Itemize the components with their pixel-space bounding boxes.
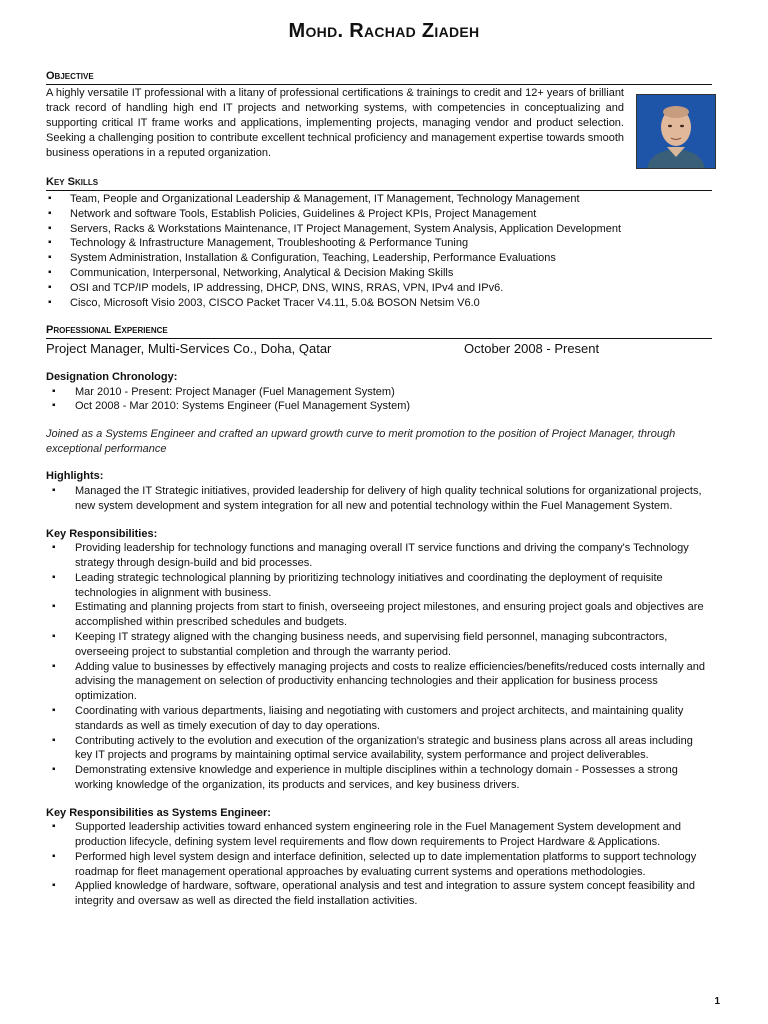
highlight-item: ▪ Managed the IT Strategic initiatives, provided leadership for delivery of high quality technical solutions for organizational projects, new system development and system integration for all new and potential technology within the Fuel Management System. — [46, 484, 712, 514]
page-number: 1 — [714, 996, 720, 1007]
objective-heading: Objective — [46, 70, 712, 85]
skill-item: ▪ Technology & Infrastructure Management, Troubleshooting & Performance Tuning — [46, 236, 712, 251]
skill-item: ▪ Network and software Tools, Establish Policies, Guidelines & Project KPIs, Project Management — [46, 207, 712, 222]
profile-photo — [636, 94, 716, 169]
chronology-label: Designation Chronology: — [46, 371, 178, 383]
job-header — [46, 341, 712, 357]
skill-item: ▪ Cisco, Microsoft Visio 2003, CISCO Packet Tracer V4.11, 5.0& BOSON Netsim V6.0 — [46, 296, 712, 311]
responsibility-item: ▪ Leading strategic technological planning by prioritizing technology initiatives and coordinating the deployment of requisite technologies in alignment with business. — [46, 571, 712, 601]
responsibilities-label: Key Responsibilities: — [46, 527, 158, 540]
chronology-item: ▪ Mar 2010 - Present: Project Manager (Fuel Management System) — [46, 385, 712, 400]
experience-section — [46, 324, 712, 909]
skill-item: ▪ OSI and TCP/IP models, IP addressing, DHCP, DNS, WINS, RRAS, VPN, IPv4 and IPv6. — [46, 281, 712, 296]
candidate-name: Mohd. Rachad Ziadeh — [288, 20, 480, 42]
highlights-list — [46, 484, 712, 514]
profile-photo-image — [637, 95, 715, 168]
job-dates: October 2008 - Present — [464, 341, 600, 356]
se-responsibilities-label: Key Responsibilities as Systems Engineer: — [46, 806, 271, 819]
responsibility-item: ▪ Providing leadership for technology functions and managing overall IT service functions and driving the company's Technology strategy through design-build and bid processes. — [46, 541, 712, 571]
skills-list — [46, 192, 712, 310]
se-responsibilities-list — [46, 820, 712, 909]
responsibility-item: ▪ Estimating and planning projects from start to finish, overseeing project milestones, and ensuring project goals and objectives are accomplished within prescribed schedules and budgets. — [46, 600, 712, 630]
highlights-label: Highlights: — [46, 470, 104, 483]
responsibility-item: ▪ Keeping IT strategy aligned with the changing business needs, and supervising field personnel, managing subcontractors, overseeing project to substantial completion and through the warranty period. — [46, 630, 712, 660]
chronology-list — [46, 385, 712, 415]
responsibility-item: ▪ Coordinating with various departments, liaising and negotiating with customers and project architects, and maintaining quality standards as well as timely execution of day to day operations. — [46, 704, 712, 734]
skill-item: ▪ System Administration, Installation & Configuration, Teaching, Leadership, Performance Evaluations — [46, 251, 712, 266]
objective-section — [46, 70, 712, 161]
se-responsibility-item: ▪ Performed high level system design and interface definition, selected up to date implementation platforms to support technology roadmap for fleet management operational approaches by evaluating current systems and operations methodologies. — [46, 850, 712, 880]
chronology-item: ▪ Oct 2008 - Mar 2010: Systems Engineer (Fuel Management System) — [46, 399, 712, 414]
skill-item: ▪ Team, People and Organizational Leadership & Management, IT Management, Technology Management — [46, 192, 712, 207]
experience-heading: Professional Experience — [46, 324, 712, 339]
responsibility-item: ▪ Adding value to businesses by effectively managing projects and costs to realize efficiencies/benefits/reduced costs internally and advising the management on selection of productivity enhancing technologies and their application for business process optimization. — [46, 660, 712, 704]
skills-section — [46, 176, 712, 310]
responsibility-item: ▪ Demonstrating extensive knowledge and experience in multiple disciplines within a technology domain - Possesses a strong working knowledge of the organization, its products and services, and key business drivers. — [46, 763, 712, 793]
objective-text: A highly versatile IT professional with a litany of professional certifications & trainings to credit and 12+ years of brilliant track record of handling high end IT projects and networking systems, with competencies in conceptualizing and supporting critical IT frame works and applications, implementing projects, managing vendor and product selection. Seeking a challenging position to contribute excellent technical proficiency and management expertise towards smooth business operations in a reputed organization. — [46, 87, 624, 159]
responsibility-item: ▪ Contributing actively to the evolution and execution of the organization's strategic and business plans across all areas including key IT projects and programs by maintaining optimal service availability, system performance and project deliverables. — [46, 734, 712, 764]
skills-heading: Key Skills — [46, 176, 712, 191]
se-responsibility-item: ▪ Supported leadership activities toward enhanced system engineering role in the Fuel Management System development and production lifecycle, defining system level requirements and flow down requirements to Project Hardware & Applications. — [46, 820, 712, 850]
se-responsibility-item: ▪ Applied knowledge of hardware, software, operational analysis and test and integration to assure system concept feasibility and integrity and oversaw as well as directed the field installation activities. — [46, 879, 712, 909]
skill-item: ▪ Communication, Interpersonal, Networking, Analytical & Decision Making Skills — [46, 266, 712, 281]
job-summary: Joined as a Systems Engineer and crafted an upward growth curve to merit promotion to the position of Project Manager, through exceptional performance — [46, 428, 676, 455]
responsibilities-list — [46, 541, 712, 793]
skill-item: ▪ Servers, Racks & Workstations Maintenance, IT Project Management, System Analysis, Application Development — [46, 222, 712, 237]
job-title: Project Manager, Multi-Services Co., Doha, Qatar — [46, 341, 332, 356]
